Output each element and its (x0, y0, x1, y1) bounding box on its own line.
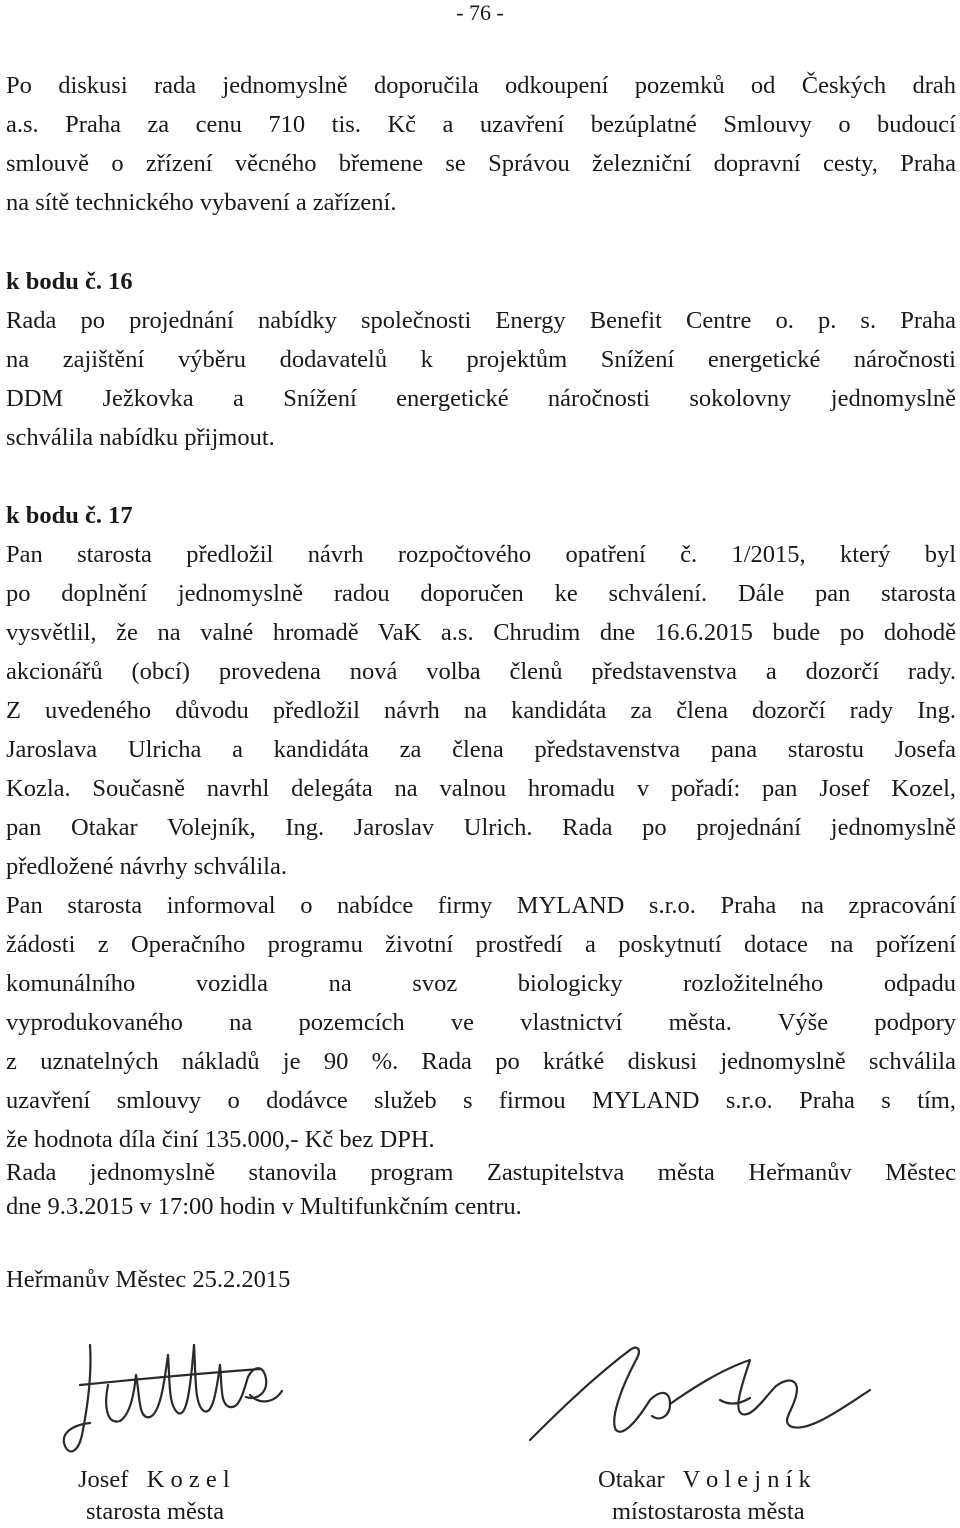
signature-volejnik-image (520, 1330, 880, 1460)
text-line: předložené návrhy schválila. (6, 853, 287, 880)
place-date: Heřmanův Městec 25.2.2015 (6, 1266, 291, 1293)
text-line: Pan starosta předložil návrh rozpočtového opatření č. 1/2015, který byl (6, 541, 956, 568)
text-line: po doplnění jednomyslně radou doporučen ke schválení. Dále pan starosta (6, 580, 956, 607)
item-17-section (6, 496, 956, 1159)
signatory-name: Otakar V o l e j n í k (598, 1466, 811, 1493)
page-number: - 76 - (456, 0, 504, 25)
signature-block-left (78, 1464, 230, 1528)
text-line: akcionářů (obcí) provedena nová volba členů představenstva a dozorčí rady. (6, 658, 956, 685)
signatory-role: starosta města (86, 1498, 225, 1525)
text-line: z uznatelných nákladů je 90 %. Rada po krátké diskusi jednomyslně schválila (6, 1048, 956, 1075)
text-line: a.s. Praha za cenu 710 tis. Kč a uzavření bezúplatné Smlouvy o budoucí (6, 111, 956, 138)
program-paragraph (6, 1156, 956, 1224)
item-16-section (6, 262, 956, 457)
item-16-heading: k bodu č. 16 (6, 268, 133, 295)
signature-kozel-image (60, 1325, 290, 1470)
signature-block-right (598, 1464, 811, 1528)
item-17-heading: k bodu č. 17 (6, 502, 133, 529)
text-line: že hodnota díla činí 135.000,- Kč bez DPH. (6, 1126, 435, 1153)
text-line: vysvětlil, že na valné hromadě VaK a.s. Chrudim dne 16.6.2015 bude po dohodě (6, 619, 956, 646)
signatory-name: Josef K o z e l (78, 1466, 230, 1493)
text-line: Po diskusi rada jednomyslně doporučila odkoupení pozemků od Českých drah (6, 72, 956, 99)
text-line: na sítě technického vybavení a zařízení. (6, 189, 397, 216)
text-line: dne 9.3.2015 v 17:00 hodin v Multifunkčním centru. (6, 1193, 522, 1220)
text-line: uzavření smlouvy o dodávce služeb s firmou MYLAND s.r.o. Praha s tím, (6, 1087, 956, 1114)
text-line: Pan starosta informoval o nabídce firmy MYLAND s.r.o. Praha na zpracování (6, 892, 956, 919)
text-line: pan Otakar Volejník, Ing. Jaroslav Ulrich. Rada po projednání jednomyslně (6, 814, 956, 841)
text-line: Z uvedeného důvodu předložil návrh na kandidáta za člena dozorčí rady Ing. (6, 697, 956, 724)
signatory-role: místostarosta města (612, 1498, 805, 1525)
text-line: Jaroslava Ulricha a kandidáta za člena představenstva pana starostu Josefa (6, 736, 956, 763)
text-line: žádosti z Operačního programu životní prostředí a poskytnutí dotace na pořízení (6, 931, 956, 958)
intro-paragraph (6, 66, 956, 222)
text-line: Rada po projednání nabídky společnosti Energy Benefit Centre o. p. s. Praha (6, 307, 956, 334)
text-line: komunálního vozidla na svoz biologicky rozložitelného odpadu (6, 970, 956, 997)
text-line: na zajištění výběru dodavatelů k projektům Snížení energetické náročnosti (6, 346, 956, 373)
text-line: schválila nabídku přijmout. (6, 424, 275, 451)
text-line: DDM Ježkovka a Snížení energetické náročnosti sokolovny jednomyslně (6, 385, 956, 412)
text-line: Rada jednomyslně stanovila program Zastupitelstva města Heřmanův Městec (6, 1159, 956, 1186)
text-line: Kozla. Současně navrhl delegáta na valnou hromadu v pořadí: pan Josef Kozel, (6, 775, 956, 802)
text-line: smlouvě o zřízení věcného břemene se Správou železniční dopravní cesty, Praha (6, 150, 956, 177)
text-line: vyprodukovaného na pozemcích ve vlastnictví města. Výše podpory (6, 1009, 956, 1036)
